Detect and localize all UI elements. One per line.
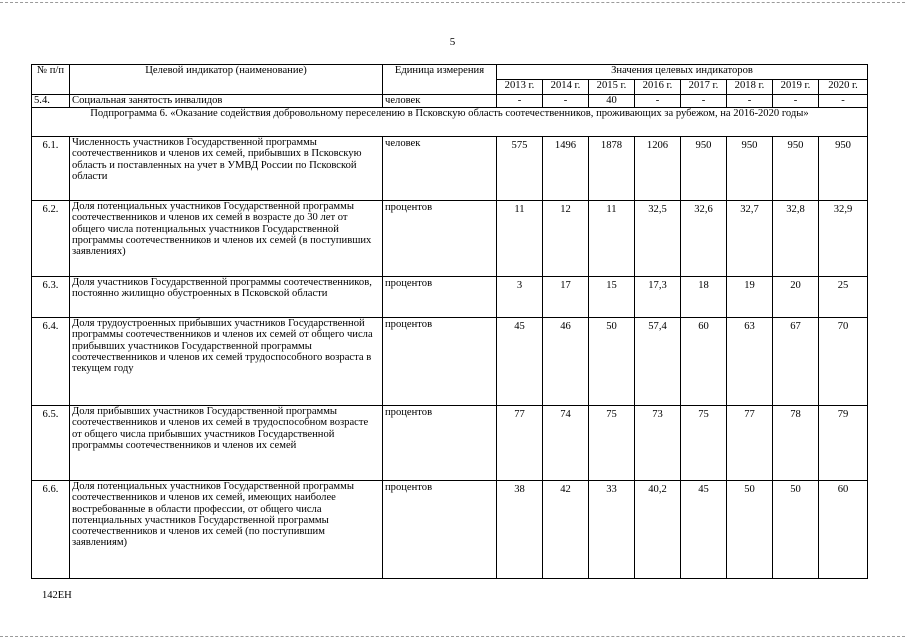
row-value: 32,9 <box>819 201 868 277</box>
footer-code: 142ЕН <box>42 590 72 601</box>
row-value: 17,3 <box>635 277 681 318</box>
table-row <box>32 481 868 579</box>
row-value: - <box>773 95 819 108</box>
header-year: 2019 г. <box>773 80 819 95</box>
row-value: 60 <box>681 318 727 406</box>
header-year: 2017 г. <box>681 80 727 95</box>
row-indicator-name: Доля прибывших участников Государственной программы соотечественников и членов их семей в трудоспособном возрасте от общего числа прибывших участников Государственной программы соотечественников и членов их семей <box>70 406 383 481</box>
row-value: 20 <box>773 277 819 318</box>
row-value: - <box>681 95 727 108</box>
header-unit: Единица измерения <box>383 65 497 95</box>
subprogram-row <box>32 108 868 137</box>
header-num: № п/п <box>32 65 70 95</box>
header-row <box>32 65 868 80</box>
row-value: 32,8 <box>773 201 819 277</box>
row-value: 32,7 <box>727 201 773 277</box>
table-row <box>32 137 868 201</box>
row-value: 75 <box>589 406 635 481</box>
table-row <box>32 318 868 406</box>
row-indicator-name: Доля трудоустроенных прибывших участников Государственной программы соотечественников и членов их семей от общего числа прибывших участников Государственной программы соотечественников и членов их семей трудоспособного возраста в текущем году <box>70 318 383 406</box>
row-num: 6.3. <box>32 277 70 318</box>
row-value: 42 <box>543 481 589 579</box>
row-value: 63 <box>727 318 773 406</box>
row-num: 5.4. <box>32 95 70 108</box>
row-value: 950 <box>681 137 727 201</box>
row-value: 50 <box>589 318 635 406</box>
row-unit: человек <box>383 95 497 108</box>
header-values: Значения целевых индикаторов <box>497 65 868 80</box>
row-value: 45 <box>497 318 543 406</box>
indicators-table <box>31 64 868 579</box>
row-value: 12 <box>543 201 589 277</box>
table-row <box>32 406 868 481</box>
header-indicator: Целевой индикатор (наименование) <box>70 65 383 95</box>
row-value: 60 <box>819 481 868 579</box>
row-value: 50 <box>727 481 773 579</box>
row-value: 950 <box>773 137 819 201</box>
row-value: 73 <box>635 406 681 481</box>
top-scan-rule <box>0 2 905 3</box>
row-num: 6.5. <box>32 406 70 481</box>
row-value: 79 <box>819 406 868 481</box>
row-value: - <box>819 95 868 108</box>
row-value: 45 <box>681 481 727 579</box>
row-indicator-name: Доля потенциальных участников Государственной программы соотечественников и членов их семей, имеющих наиболее востребованные в области профессии, от общего числа потенциальных участников Государственной программы соотечественников и членов их семей (по поступившим заявлениям) <box>70 481 383 579</box>
row-value: 19 <box>727 277 773 318</box>
row-value: 3 <box>497 277 543 318</box>
row-num: 6.4. <box>32 318 70 406</box>
row-value: 950 <box>727 137 773 201</box>
bottom-scan-rule <box>0 636 905 637</box>
row-value: 67 <box>773 318 819 406</box>
row-value: 1206 <box>635 137 681 201</box>
row-num: 6.1. <box>32 137 70 201</box>
row-num: 6.6. <box>32 481 70 579</box>
table-row <box>32 277 868 318</box>
row-value: 46 <box>543 318 589 406</box>
row-value: - <box>727 95 773 108</box>
row-value: 11 <box>589 201 635 277</box>
row-unit: процентов <box>383 277 497 318</box>
row-num: 6.2. <box>32 201 70 277</box>
row-value: - <box>543 95 589 108</box>
row-value: 75 <box>681 406 727 481</box>
row-value: 25 <box>819 277 868 318</box>
row-value: 50 <box>773 481 819 579</box>
header-year: 2013 г. <box>497 80 543 95</box>
row-indicator-name: Доля потенциальных участников Государственной программы соотечественников и членов их семей в возрасте до 30 лет от общего числа потенциальных участников Государственной программы соотечественников и членов их семей (в поступивших заявлениях) <box>70 201 383 277</box>
row-value: 575 <box>497 137 543 201</box>
row-value: 32,5 <box>635 201 681 277</box>
row-value: 1496 <box>543 137 589 201</box>
row-value: 33 <box>589 481 635 579</box>
row-value: - <box>497 95 543 108</box>
page-number: 5 <box>449 36 456 48</box>
row-value: 17 <box>543 277 589 318</box>
row-value: 1878 <box>589 137 635 201</box>
row-value: 77 <box>727 406 773 481</box>
header-year: 2015 г. <box>589 80 635 95</box>
row-value: 11 <box>497 201 543 277</box>
row-value: 77 <box>497 406 543 481</box>
row-value: 70 <box>819 318 868 406</box>
row-unit: процентов <box>383 481 497 579</box>
row-value: 18 <box>681 277 727 318</box>
row-value: 38 <box>497 481 543 579</box>
subprogram-title: Подпрограмма 6. «Оказание содействия добровольному переселению в Псковскую область соотечественников, проживающих за рубежом, на 2016-2020 годы» <box>32 108 868 137</box>
row-unit: человек <box>383 137 497 201</box>
row-value: 78 <box>773 406 819 481</box>
row-unit: процентов <box>383 406 497 481</box>
header-year: 2018 г. <box>727 80 773 95</box>
row-indicator-name: Численность участников Государственной программы соотечественников и членов их семей, прибывших в Псковскую область и поставленных на учет в УМВД России по Псковской области <box>70 137 383 201</box>
row-value: 15 <box>589 277 635 318</box>
row-value: 57,4 <box>635 318 681 406</box>
row-value: 32,6 <box>681 201 727 277</box>
header-year: 2014 г. <box>543 80 589 95</box>
row-unit: процентов <box>383 201 497 277</box>
row-unit: процентов <box>383 318 497 406</box>
table-row <box>32 201 868 277</box>
header-year: 2020 г. <box>819 80 868 95</box>
header-year: 2016 г. <box>635 80 681 95</box>
row-value: 40 <box>589 95 635 108</box>
row-indicator-name: Доля участников Государственной программы соотечественников, постоянно жилищно обустроенных в Псковской области <box>70 277 383 318</box>
row-value: 74 <box>543 406 589 481</box>
row-value: 950 <box>819 137 868 201</box>
row-value: 40,2 <box>635 481 681 579</box>
row-value: - <box>635 95 681 108</box>
row-indicator-name: Социальная занятость инвалидов <box>70 95 383 108</box>
table-row <box>32 95 868 108</box>
